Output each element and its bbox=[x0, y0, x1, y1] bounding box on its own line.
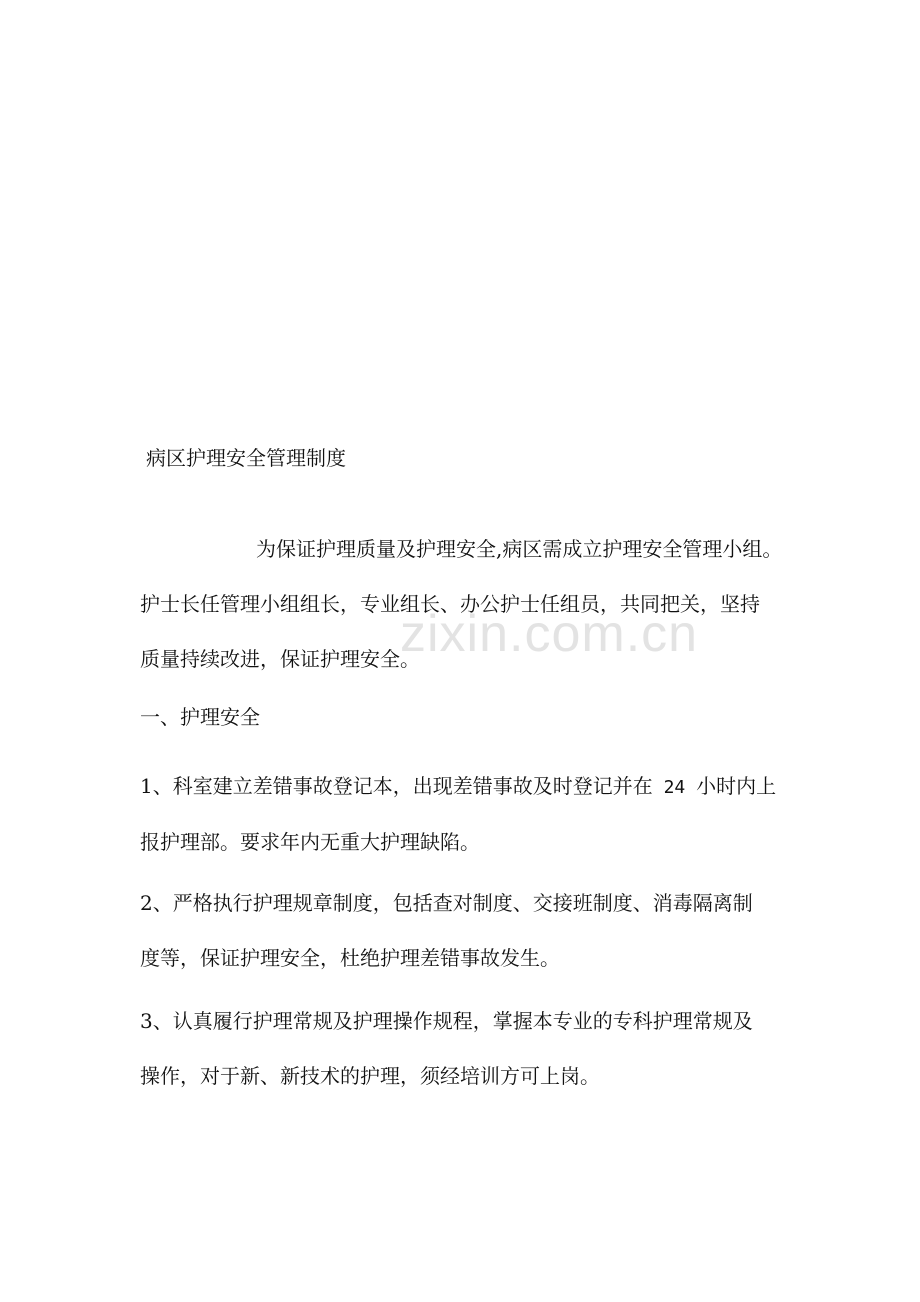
item-1-number: 24 bbox=[652, 777, 697, 798]
item-2-line-1: 2、严格执行护理规章制度，包括查对制度、交接班制度、消毒隔离制 bbox=[140, 891, 753, 915]
item-1-line-1 bbox=[140, 759, 790, 815]
document-title: 病区护理安全管理制度 bbox=[146, 446, 346, 470]
watermark: zixin.com.cn bbox=[400, 605, 699, 663]
item-3-line-1: 3、认真履行护理常规及护理操作规程，掌握本专业的专科护理常规及 bbox=[140, 1009, 753, 1033]
item-3 bbox=[140, 994, 790, 1104]
section-heading: 一、护理安全 bbox=[140, 705, 260, 729]
intro-paragraph bbox=[140, 522, 790, 687]
item-2 bbox=[140, 876, 790, 986]
item-1-text-b: 小时内上 bbox=[696, 774, 777, 798]
item-2-line-2: 度等，保证护理安全，杜绝护理差错事故发生。 bbox=[140, 946, 560, 970]
intro-line-2: 护士长任管理小组组长，专业组长、办公护士任组员，共同把关，坚持 bbox=[140, 592, 760, 616]
item-1-line-2: 报护理部。要求年内无重大护理缺陷。 bbox=[140, 830, 480, 854]
item-1-text-a: 1、科室建立差错事故登记本，出现差错事故及时登记并在 bbox=[140, 774, 653, 798]
item-1 bbox=[140, 759, 790, 870]
intro-line-3: 质量持续改进，保证护理安全。 bbox=[140, 647, 420, 671]
item-3-line-2: 操作，对于新、新技术的护理，须经培训方可上岗。 bbox=[140, 1064, 600, 1088]
intro-line-1: 为保证护理质量及护理安全,病区需成立护理安全管理小组。 bbox=[256, 537, 783, 561]
